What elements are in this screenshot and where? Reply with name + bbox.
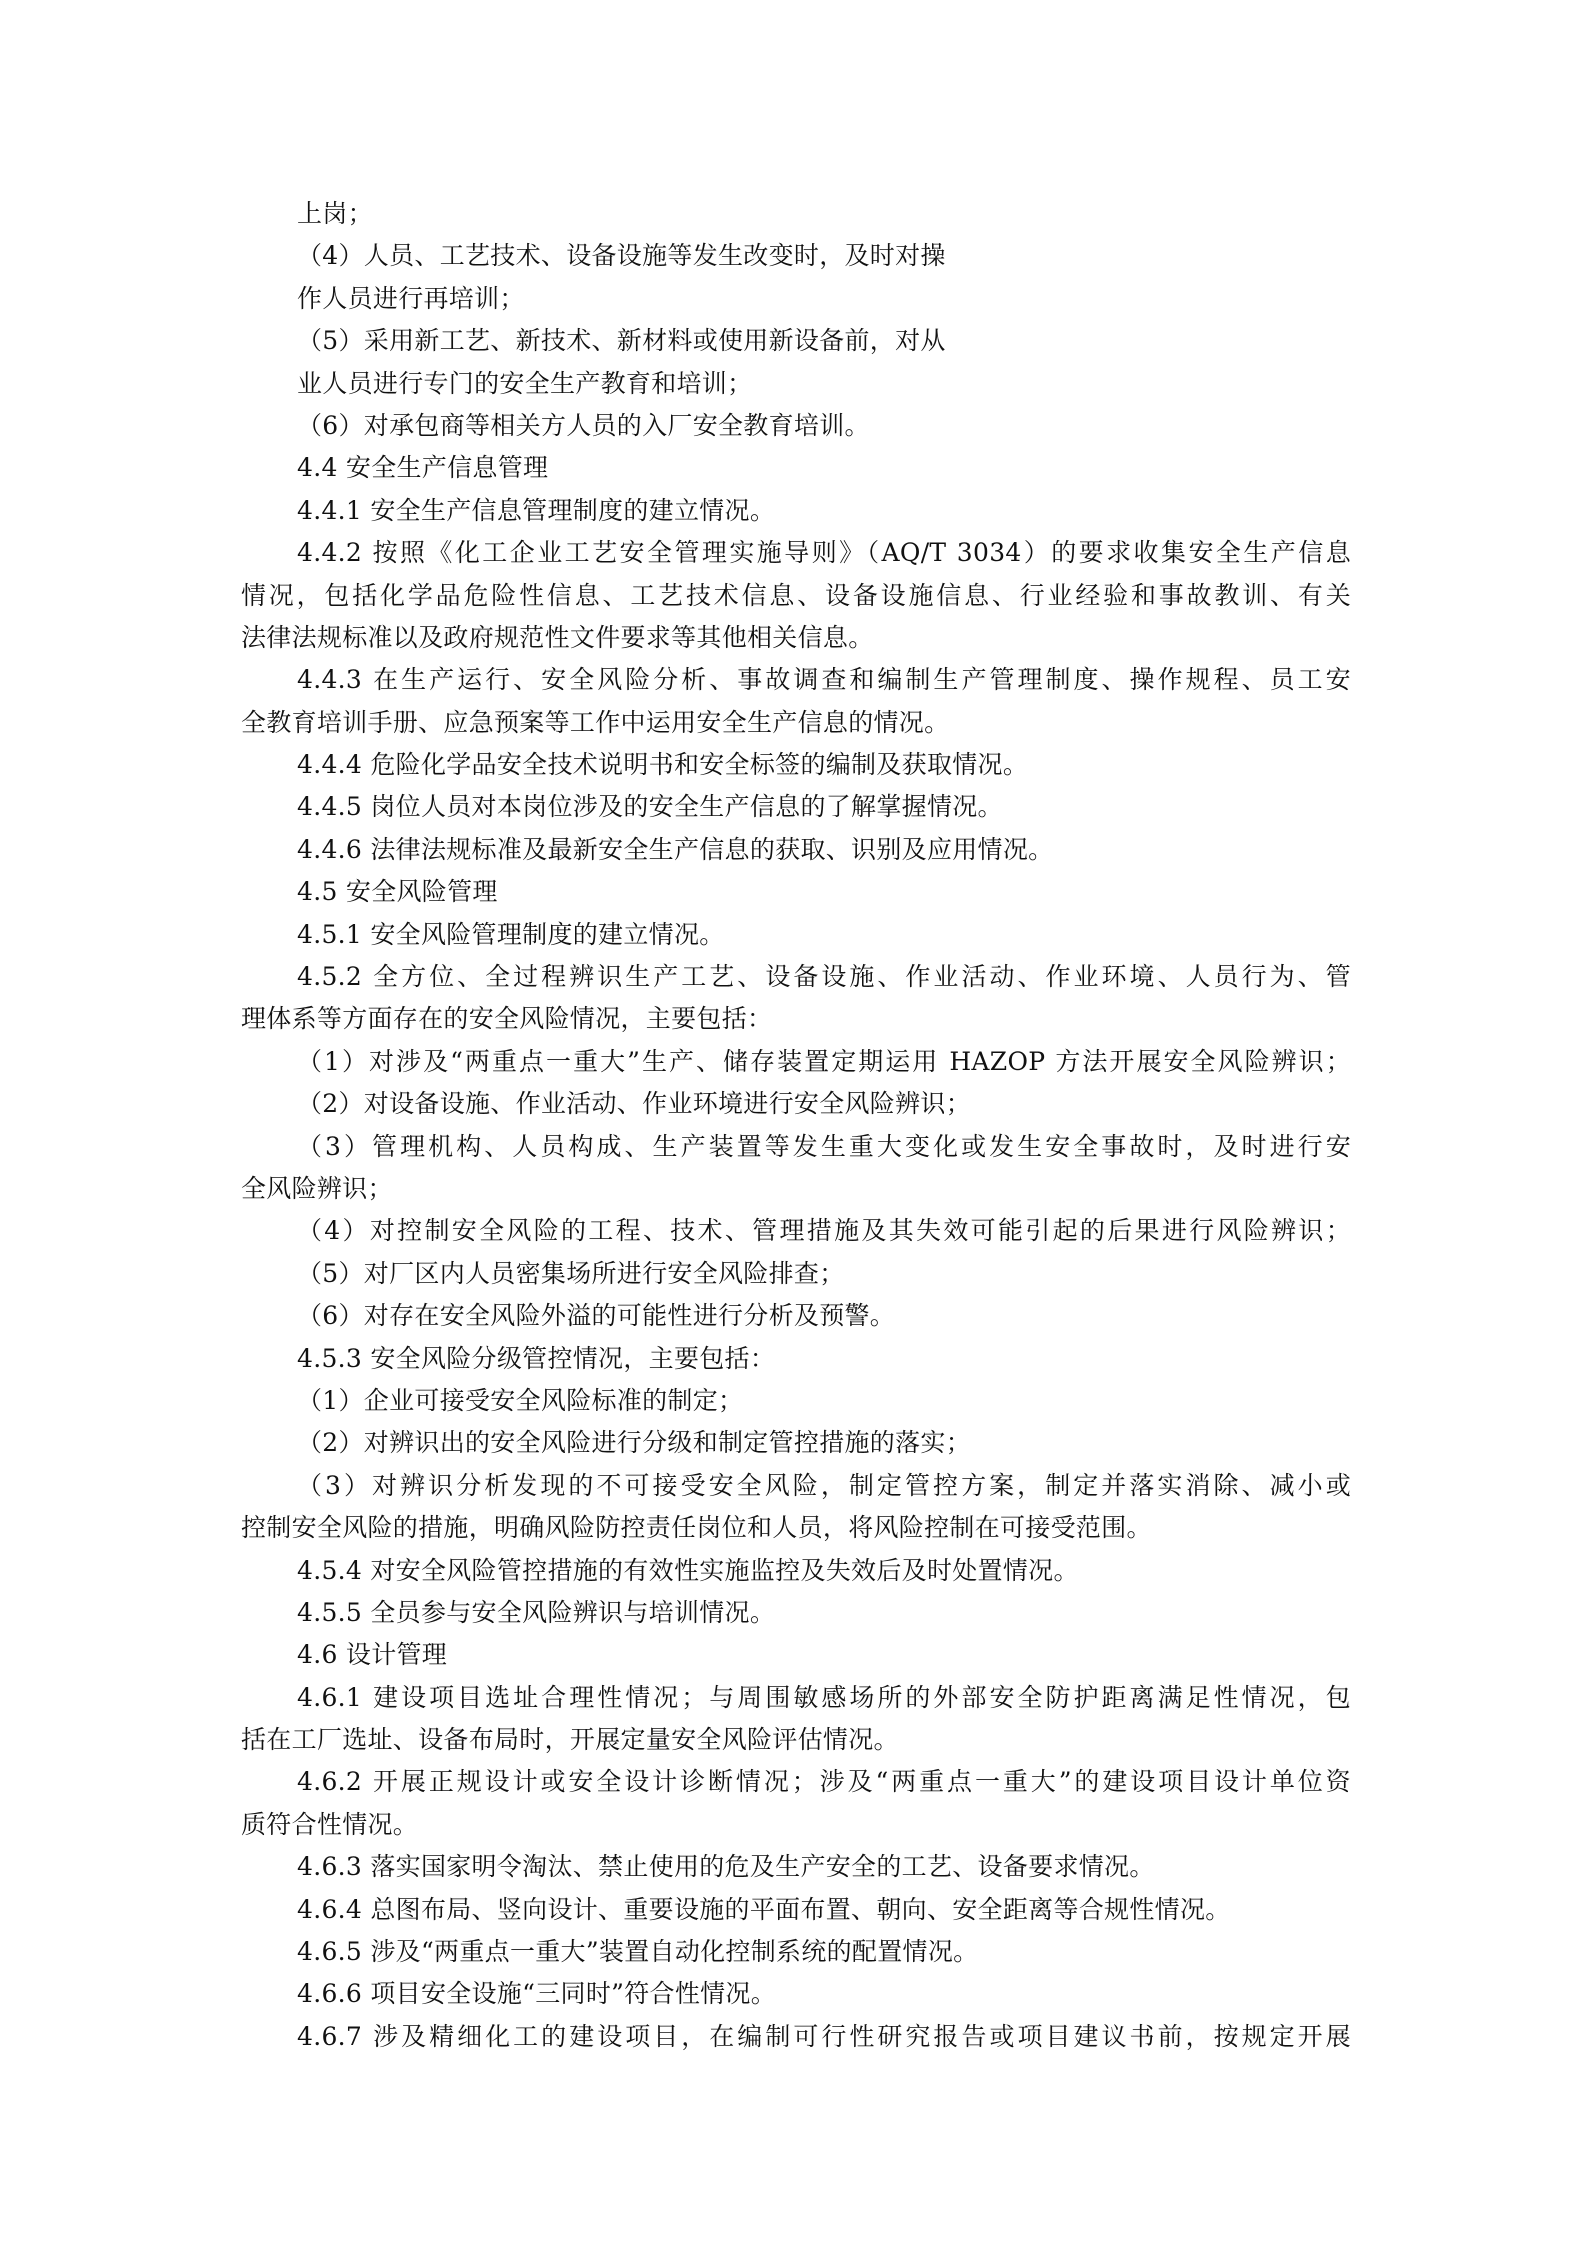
text-line: 4.6.3 落实国家明令淘汰、禁止使用的危及生产安全的工艺、设备要求情况。	[297, 1852, 1155, 1882]
text-line: 4.4.5 岗位人员对本岗位涉及的安全生产信息的了解掌握情况。	[297, 792, 1003, 822]
text-line: 4.5.3 安全风险分级管控情况，主要包括：	[297, 1343, 776, 1373]
text-line: 全教育培训手册、应急预案等工作中运用安全生产信息的情况。	[241, 707, 950, 737]
text-line: （2）对辨识出的安全风险进行分级和制定管控措施的落实；	[297, 1428, 972, 1458]
text-line: 业人员进行专门的安全生产教育和培训；	[297, 368, 753, 398]
text-line: 理体系等方面存在的安全风险情况，主要包括：	[241, 1004, 773, 1034]
text-line: 4.4.1 安全生产信息管理制度的建立情况。	[297, 495, 776, 525]
text-line: 情况，包括化学品危险性信息、工艺技术信息、设备设施信息、行业经验和事故教训、有关	[241, 580, 1351, 610]
text-line: （5）对厂区内人员密集场所进行安全风险排查；	[297, 1258, 845, 1288]
text-line: 上岗；	[297, 199, 373, 228]
text-line: 4.6.7 涉及精细化工的建设项目，在编制可行性研究报告或项目建议书前，按规定开展	[297, 2021, 1351, 2051]
text-line: 4.6.1 建设项目选址合理性情况；与周围敏感场所的外部安全防护距离满足性情况，包	[297, 1682, 1351, 1712]
text-line: 4.4.4 危险化学品安全技术说明书和安全标签的编制及获取情况。	[297, 750, 1029, 780]
text-line: 控制安全风险的措施，明确风险防控责任岗位和人员，将风险控制在可接受范围。	[241, 1513, 1152, 1543]
text-line: 4.4 安全生产信息管理	[297, 453, 549, 483]
text-line: 质符合性情况。	[241, 1809, 419, 1839]
text-line: 4.5.5 全员参与安全风险辨识与培训情况。	[297, 1597, 776, 1627]
text-line: 全风险辨识；	[241, 1173, 393, 1203]
text-line: 4.5.4 对安全风险管控措施的有效性实施监控及失效后及时处置情况。	[297, 1555, 1079, 1585]
text-line: 括在工厂选址、设备布局时，开展定量安全风险评估情况。	[241, 1725, 899, 1755]
text-line: （4）人员、工艺技术、设备设施等发生改变时，及时对操	[297, 241, 946, 271]
text-line: （1）对涉及“两重点一重大”生产、储存装置定期运用 HAZOP 方法开展安全风险辨识；	[297, 1046, 1351, 1076]
text-line: 4.6.4 总图布局、竖向设计、重要设施的平面布置、朝向、安全距离等合规性情况。	[297, 1894, 1231, 1924]
text-line: （5）采用新工艺、新技术、新材料或使用新设备前，对从	[297, 326, 946, 356]
text-line: （3）对辨识分析发现的不可接受安全风险，制定管控方案，制定并落实消除、减小或	[297, 1470, 1351, 1500]
text-line: 4.4.6 法律法规标准及最新安全生产信息的获取、识别及应用情况。	[297, 834, 1054, 864]
text-line: 法律法规标准以及政府规范性文件要求等其他相关信息。	[241, 622, 874, 652]
text-line: 作人员进行再培训；	[297, 283, 525, 313]
text-line: （6）对承包商等相关方人员的入厂安全教育培训。	[297, 410, 870, 440]
text-line: （4）对控制安全风险的工程、技术、管理措施及其失效可能引起的后果进行风险辨识；	[297, 1216, 1351, 1246]
text-line: 4.6.6 项目安全设施“三同时”符合性情况。	[297, 1979, 777, 2009]
text-line: 4.6.2 开展正规设计或安全设计诊断情况；涉及“两重点一重大”的建设项目设计单位资	[297, 1767, 1351, 1797]
document-body	[241, 193, 1351, 2058]
text-line: 4.6.5 涉及“两重点一重大”装置自动化控制系统的配置情况。	[297, 1937, 979, 1967]
text-line: 4.4.2 按照《化工企业工艺安全管理实施导则》（AQ/T 3034）的要求收集安全生产信息	[297, 538, 1351, 568]
text-line: （2）对设备设施、作业活动、作业环境进行安全风险辨识；	[297, 1089, 972, 1119]
text-line: 4.4.3 在生产运行、安全风险分析、事故调查和编制生产管理制度、操作规程、员工安	[297, 665, 1351, 695]
text-line: 4.5.1 安全风险管理制度的建立情况。	[297, 919, 725, 949]
text-line: （6）对存在安全风险外溢的可能性进行分析及预警。	[297, 1301, 896, 1331]
text-line: 4.5 安全风险管理	[297, 877, 498, 907]
text-line: 4.5.2 全方位、全过程辨识生产工艺、设备设施、作业活动、作业环境、人员行为、管	[297, 962, 1351, 992]
text-line: （1）企业可接受安全风险标准的制定；	[297, 1385, 744, 1415]
text-line: 4.6 设计管理	[297, 1640, 448, 1670]
text-line: （3）管理机构、人员构成、生产装置等发生重大变化或发生安全事故时，及时进行安	[297, 1131, 1351, 1161]
